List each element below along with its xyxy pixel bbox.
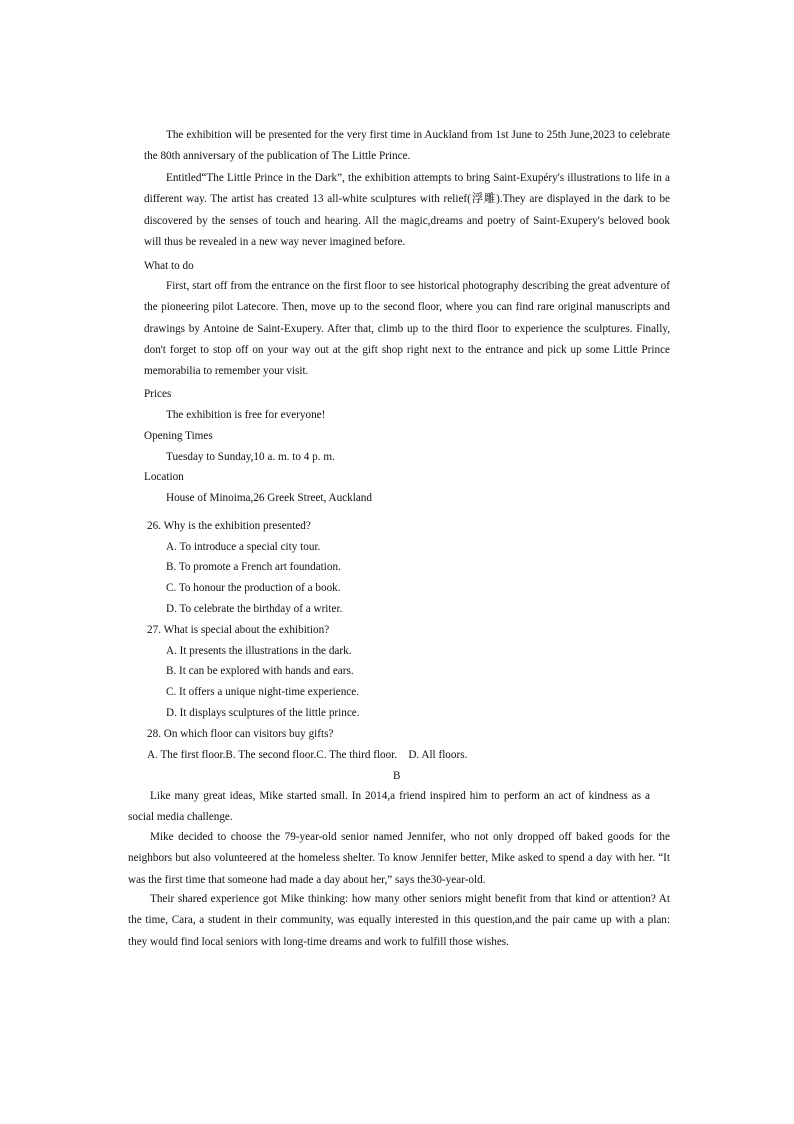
section-b-label: B xyxy=(393,770,401,782)
location-text: House of Minoima,26 Greek Street, Auckland xyxy=(166,492,372,504)
prices-text: The exhibition is free for everyone! xyxy=(166,409,326,421)
question-28: 28. On which floor can visitors buy gifts? xyxy=(147,728,334,740)
question-27-option-d: D. It displays sculptures of the little prince. xyxy=(166,707,360,719)
passage-b-paragraph-1 xyxy=(128,786,670,829)
opening-times-text: Tuesday to Sunday,10 a. m. to 4 p. m. xyxy=(166,451,335,463)
question-26: 26. Why is the exhibition presented? xyxy=(147,520,311,532)
passage-b-paragraph-2: Mike decided to choose the 79-year-old senior named Jennifer, who not only dropped off baked goods for the neighbors but also volunteered at the homeless shelter. To know Jennifer better, Mike asked to spend a day with her. “It was the first time that someone had made a day about her,” says the30-year-old. xyxy=(128,831,670,886)
question-27: 27. What is special about the exhibition? xyxy=(147,624,330,636)
what-to-do-heading: What to do xyxy=(144,260,194,272)
passage-b-paragraph-3: Their shared experience got Mike thinking: how many other seniors might benefit from that kind or attention? At the time, Cara, a student in their community, was equally interested in this question,and the pair came up with a plan: they would find local seniors with long-time dreams and work to fulfill those wishes. xyxy=(128,893,670,948)
question-27-option-b: B. It can be explored with hands and ears. xyxy=(166,665,354,677)
passage-b-paragraph-1-text: Like many great ideas, Mike started small. In 2014,a friend inspired him to perform an act of kindness as a social media challenge. xyxy=(128,790,650,824)
question-26-option-b: B. To promote a French art foundation. xyxy=(166,561,341,573)
location-heading: Location xyxy=(144,471,184,483)
question-26-option-c: C. To honour the production of a book. xyxy=(166,582,341,594)
prices-heading: Prices xyxy=(144,388,172,400)
opening-times-heading: Opening Times xyxy=(144,430,213,442)
question-27-option-c: C. It offers a unique night-time experience. xyxy=(166,686,360,698)
what-to-do-text: First, start off from the entrance on the first floor to see historical photography describing the great adventure of the pioneering pilot Latecore. Then, move up to the second floor, where you can find rare original manuscripts and drawings by Antoine de Saint-Exupery. After that, climb up to the third floor to experience the sculptures. Finally, don't forget to stop off on your way out at the gift shop right next to the entrance and pick up some Little Prince memorabilia to remember your visit. xyxy=(144,280,670,378)
question-26-option-d: D. To celebrate the birthday of a writer. xyxy=(166,603,343,615)
question-27-option-a: A. It presents the illustrations in the dark. xyxy=(166,645,352,657)
question-28-options: A. The first floor.B. The second floor.C. The third floor. D. All floors. xyxy=(147,749,468,761)
question-26-option-a: A. To introduce a special city tour. xyxy=(166,541,321,553)
intro-paragraph-1: The exhibition will be presented for the very first time in Auckland from 1st June to 25th June,2023 to celebrate the 80th anniversary of the publication of The Little Prince. xyxy=(144,129,670,163)
intro-paragraph-2: Entitled“The Little Prince in the Dark”, the exhibition attempts to bring Saint-Exupéry's illustrations to life in a different way. The artist has created 13 all-white sculptures with relief(浮雕).They are displayed in the dark to be discovered by the senses of touch and hearing. All the magic,dreams and poetry of Saint-Exupery's beloved book will thus be revealed in a new way never imagined before. xyxy=(144,172,670,248)
